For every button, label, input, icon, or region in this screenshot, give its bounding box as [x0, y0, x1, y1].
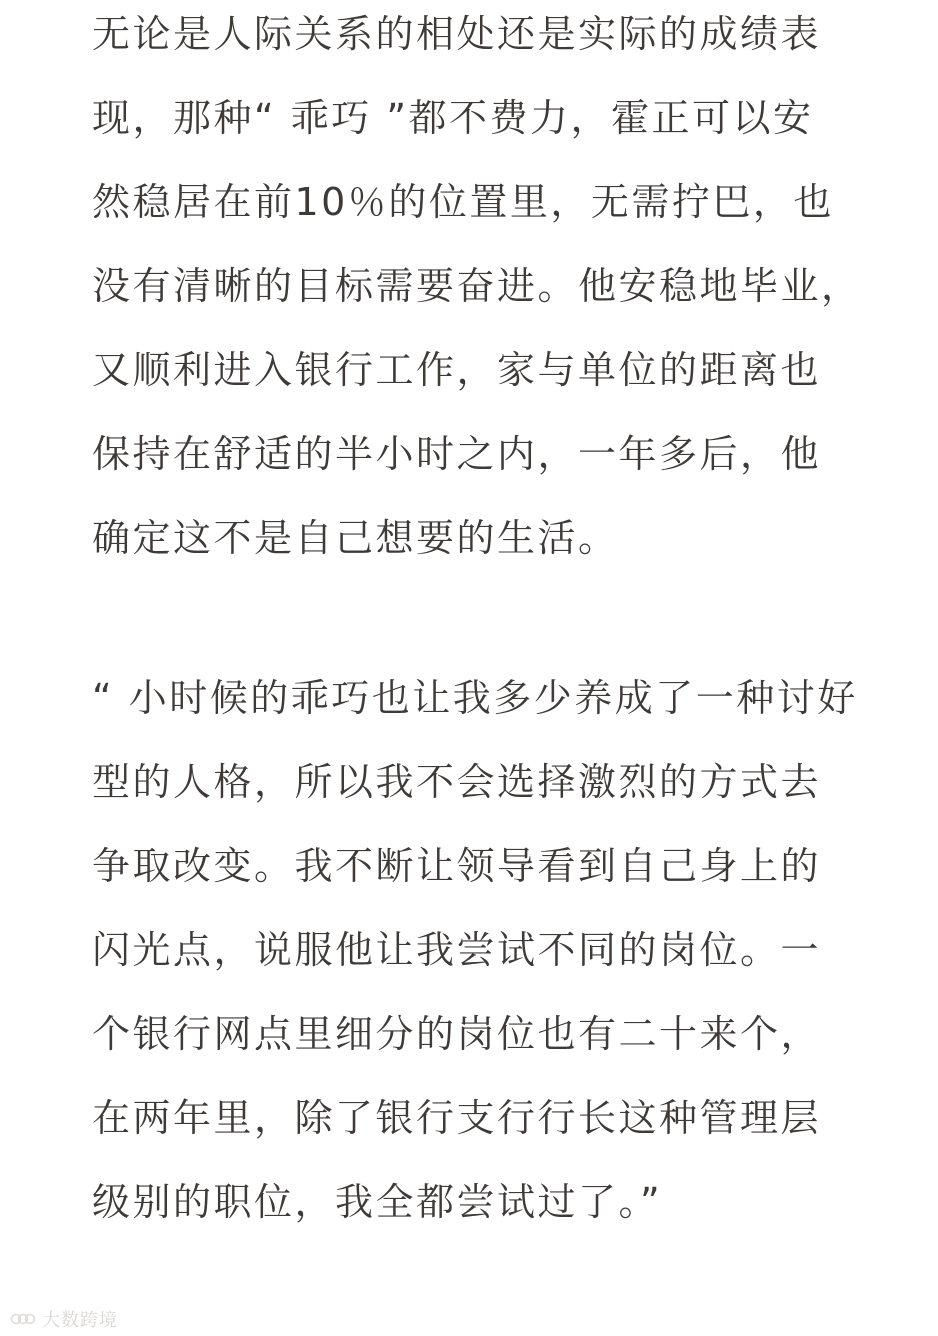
text-line: 个银行网点里细分的岗位也有二十来个， [92, 1012, 822, 1056]
text-line: 现，那种“ 乖巧 ”都不费力，霍正可以安 [92, 96, 814, 140]
text-line: 型的人格，所以我不会选择激烈的方式去 [92, 760, 822, 804]
paragraph-2-quote [92, 656, 858, 1244]
text-line: 争取改变。我不断让领导看到自己身上的 [92, 844, 822, 888]
paragraph-1 [92, 0, 862, 580]
text-line: “ 小时候的乖巧也让我多少养成了一种讨好 [92, 676, 858, 720]
watermark [10, 1306, 118, 1332]
watermark-text: 大数跨境 [42, 1310, 118, 1331]
text-line: 没有清晰的目标需要奋进。他安稳地毕业， [92, 264, 862, 308]
logo-icon [10, 1310, 36, 1328]
text-line: 又顺利进入银行工作，家与单位的距离也 [92, 348, 822, 392]
text-line: 无论是人际关系的相处还是实际的成绩表 [92, 12, 822, 56]
text-line: 在两年里，除了银行支行行长这种管理层 [92, 1096, 822, 1140]
text-line: 级别的职位，我全都尝试过了。” [92, 1180, 663, 1224]
text-line: 闪光点，说服他让我尝试不同的岗位。一 [92, 928, 822, 972]
text-line: 确定这不是自己想要的生活。 [92, 516, 619, 560]
text-line: 然稳居在前10％的位置里，无需拧巴，也 [92, 180, 834, 224]
text-line: 保持在舒适的半小时之内，一年多后，他 [92, 432, 822, 476]
